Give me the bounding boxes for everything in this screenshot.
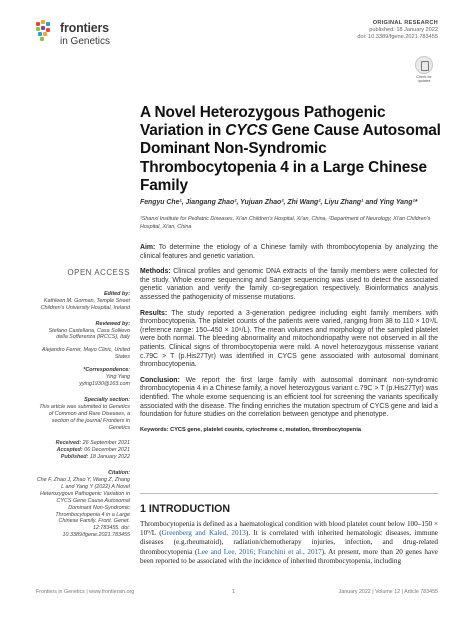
intro-text-3: ). At present, more than 20 genes have been reported to be associated with the incidence of inherited thrombocytopenia, including <box>140 547 438 565</box>
footer-journal[interactable]: Frontiers in Genetics | www.frontiersin.org <box>36 589 135 595</box>
received-date: 26 September 2021 <box>82 440 130 447</box>
article-type: ORIGINAL RESEARCH <box>372 20 438 26</box>
accepted-label: Accepted: <box>56 447 83 454</box>
open-access-label: OPEN ACCESS <box>67 268 130 277</box>
keywords-label: Keywords: <box>140 426 169 433</box>
doi-link[interactable]: doi: 10.3389/fgene.2021.783455 <box>357 34 438 41</box>
edited-by-label: Edited by: <box>103 290 130 297</box>
affiliations: ¹Shanxi Institute for Pediatric Diseases, Xi'an Children's Hospital, Xi'an, China, ²Department of Neurology, Xi'an Children's Hospital, Xi'an, China <box>140 216 431 230</box>
article-dates <box>36 440 130 461</box>
correspondence-email[interactable]: yying1930@163.com <box>79 380 130 387</box>
title-gene: CYCS <box>225 122 268 140</box>
specialty-section: This article was submitted to Genetics of Common and Rare Diseases, a section of the journal Frontiers in Genetics <box>39 403 130 431</box>
reviewer-2[interactable]: Alejandro Ferrer, Mayo Clinic, United States <box>41 347 130 361</box>
keywords-text: CYCS gene, platelet counts, cytochrome c, mutation, thrombocytopenia <box>168 426 362 433</box>
check-updates-button[interactable] <box>410 56 438 83</box>
published-date: published: 18 January 2022 <box>369 27 438 34</box>
page-number: 1 <box>232 589 235 595</box>
title-part1: A Novel Heterozygous Pathogenic Variation in <box>140 104 386 140</box>
published-label: Published: <box>60 454 89 461</box>
aim-label: Aim: <box>140 244 156 251</box>
citation-text: Che F, Zhao J, Zhao Y, Wang Z, Zhang L and Yang Y (2022) A Novel Heterozygous Pathogenic Variation in CYCS Gene Cause Autosomal Dominant Non-Syndromic Thrombocytopenia 4 in a Large Chinese Family. Front. Genet. 12:783455. doi: 10.3389/fgene.2021.783455 <box>36 477 130 539</box>
intro-text-1: Thrombocytopenia is defined as a haematological condition with blood platelet count below 100–150 × 10⁹/L ( <box>140 520 438 538</box>
logo-journal: in Genetics <box>60 36 111 47</box>
title-part2: Gene Cause Autosomal Dominant Non-Syndromic Thrombocytopenia 4 in a Large Chinese Family <box>140 122 441 194</box>
abstract <box>140 244 438 441</box>
intro-text-2: ). It is correlated with inherited hematologic diseases, immune diseases (e.g.rheumatoid), radiation/chemotherapy injuries, infection, and drug-related thrombocytopenia ( <box>140 529 438 556</box>
abstract-results <box>140 310 438 370</box>
citation-link-1[interactable]: Greenberg and Kaled, 2013 <box>161 529 246 538</box>
methods-text: Clinical profiles and genomic DNA extracts of the family members were collected for the study. Whole exome sequencing and Sanger sequencing was used to detect the associated genetic variation and verify the family co-segregation respectively. Bioinformatics analysis assessed the pathogenicity of missense mutations. <box>140 268 438 301</box>
editor[interactable]: Kathleen M. Gorman, Temple Street Children's University Hospital, Ireland <box>40 297 130 311</box>
logo-name: frontiers <box>60 21 109 35</box>
footer-issue: January 2022 | Volume 12 | Article 783455 <box>338 589 438 595</box>
article-meta <box>357 20 438 42</box>
citation-link-2[interactable]: Lee and Lee, 2016; Franchini et al., 2017 <box>197 547 322 556</box>
check-updates-label: Check for updates <box>416 75 432 84</box>
author-list[interactable]: Fengyu Che¹, Jiangang Zhao², Yujuan Zhao², Zhi Wang², Liyu Zhang¹ and Ying Yang¹* <box>140 199 418 206</box>
abstract-conclusion <box>140 377 438 420</box>
journal-logo[interactable] <box>36 20 146 48</box>
accepted-date: 06 December 2021 <box>84 447 130 454</box>
article-title <box>140 104 452 195</box>
section-divider <box>140 493 438 494</box>
published-date-sidebar: 18 January 2022 <box>89 454 130 461</box>
keywords <box>140 427 438 434</box>
abstract-methods <box>140 268 438 302</box>
citation-label: Citation: <box>108 470 130 477</box>
correspondence-label: *Correspondence: <box>83 367 130 374</box>
results-text: The study reported a 3-generation pedigree including eight family members with thrombocytopenia. The platelet counts of the patients were varied, ranging from 38 to 110 × 10⁹/L (reference range: 150–450 × 10⁹/L). The mean volumes and morphology of the sampled platelet were both normal. The bleeding abnormality and mitochondriopathy were not observed in all the patients. Clinical signs of thrombocytopenia were mild. A novel heterozygous missense variant c.79C > T (p.His27Tyr) was identified in CYCS gene associated with autosomal dominant thrombocytopenia. <box>140 309 438 369</box>
abstract-aim <box>140 244 438 261</box>
received-label: Received: <box>55 440 82 447</box>
logo-mark-icon <box>36 20 56 44</box>
aim-text: To determine the etiology of a Chinese family with thrombocytopenia by analyzing the clinical features and genetic variation. <box>140 244 438 260</box>
methods-label: Methods: <box>140 268 171 276</box>
specialty-label: Specialty section: <box>84 396 130 403</box>
intro-heading: 1 INTRODUCTION <box>140 503 231 515</box>
check-updates-icon <box>415 56 433 74</box>
reviewer-1[interactable]: Stefano Castellana, Casa Sollievo della Sofferenza (IRCCS), Italy <box>48 327 130 341</box>
intro-paragraph <box>140 520 438 566</box>
conclusion-text: We report the first large family with autosomal dominant non-syndromic thrombocytopenia 4 in a Chinese family, a novel heterozygous variant c.79C > T (p.His27Tyr) was identified. The whole exome sequencing is an efficient tool for screening the variants specifically associated with the disease. The finding enriches the mutation spectrum of CYCS gene and laid a foundation for future studies on the correlation between genotype and phenotype. <box>140 376 438 419</box>
article-sidebar <box>36 270 130 539</box>
correspondence-name: Ying Yang <box>105 374 130 381</box>
results-label: Results: <box>140 309 168 317</box>
conclusion-label: Conclusion: <box>140 376 180 384</box>
reviewed-by-label: Reviewed by: <box>95 320 130 327</box>
